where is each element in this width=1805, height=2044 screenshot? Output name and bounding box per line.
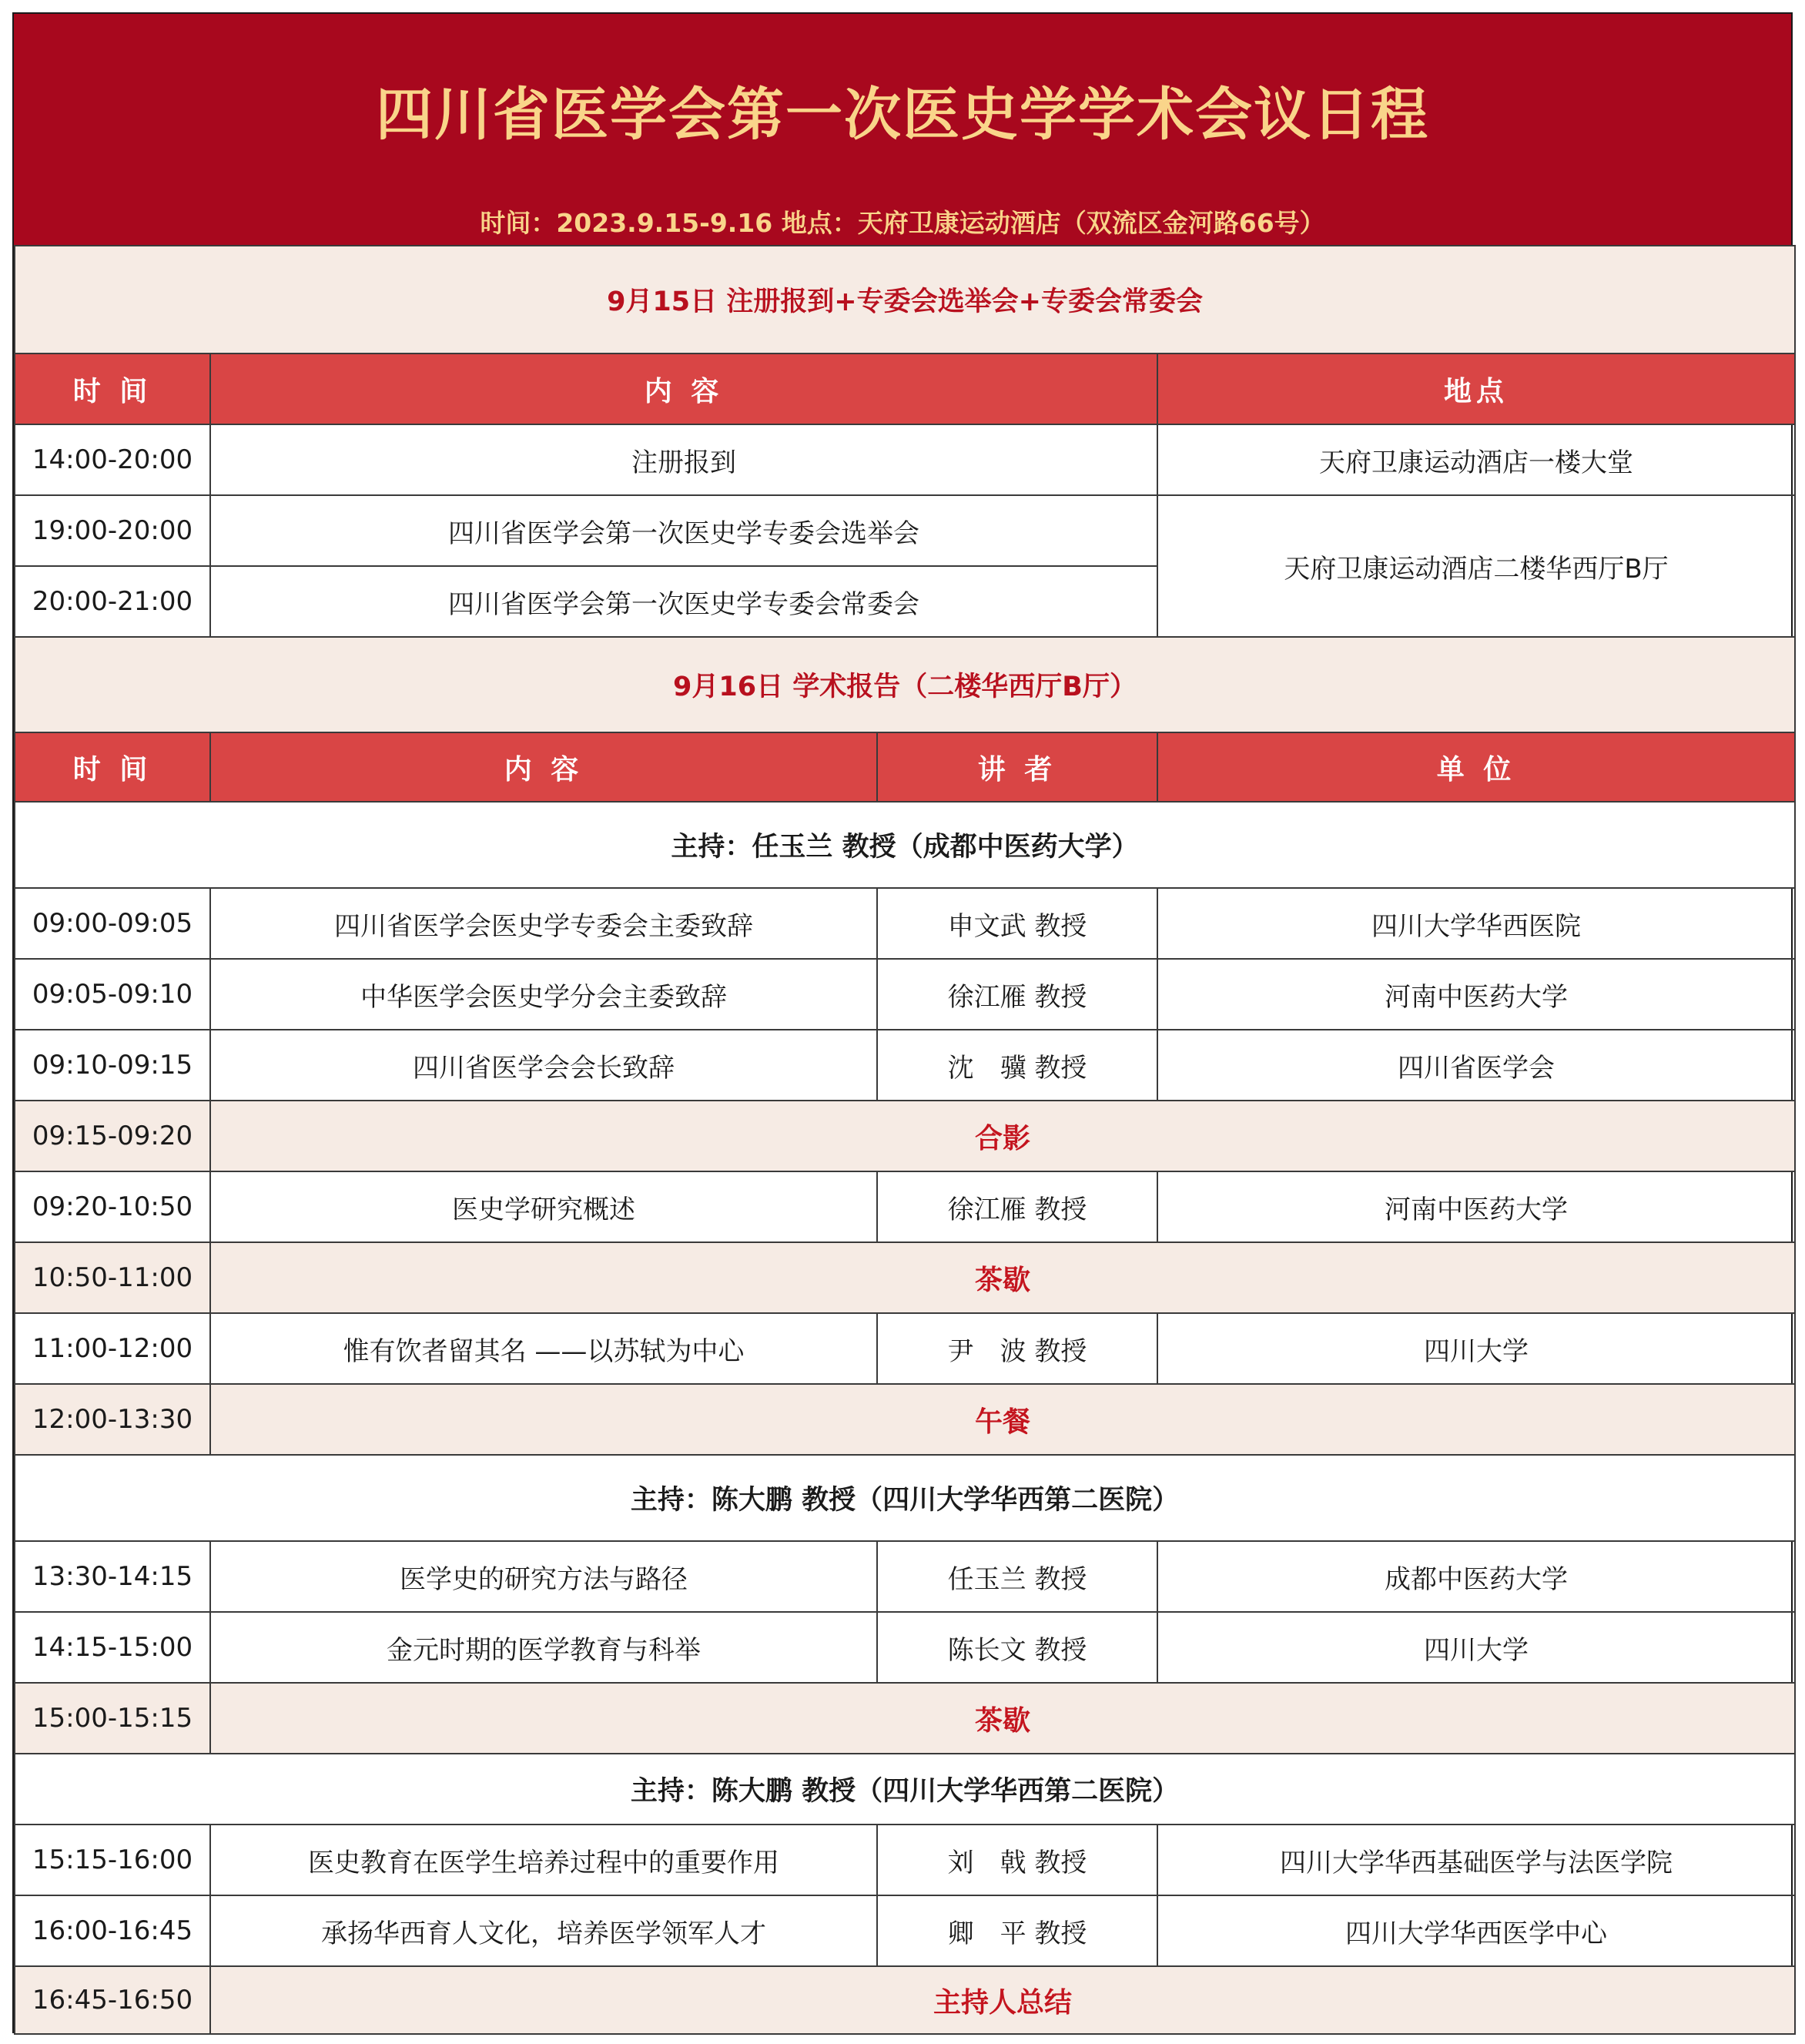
break-row xyxy=(15,1101,1795,1171)
host-row xyxy=(15,802,1795,888)
break-row xyxy=(15,1683,1795,1754)
col-header-content: 内 容 xyxy=(210,732,877,802)
host-label: 主持：陈大鹏 教授（四川大学华西第二医院） xyxy=(15,1754,1795,1825)
table-row xyxy=(15,959,1795,1030)
speaker-cell: 刘 戟 教授 xyxy=(877,1825,1157,1895)
time-cell: 16:00-16:45 xyxy=(15,1895,210,1966)
time-cell: 14:15-15:00 xyxy=(15,1612,210,1683)
table-row xyxy=(15,1313,1795,1384)
content-cell: 金元时期的医学教育与科举 xyxy=(210,1612,877,1683)
page-title: 四川省医学会第一次医史学学术会议日程 xyxy=(376,82,1429,148)
speaker-cell: 陈长文 教授 xyxy=(877,1612,1157,1683)
speaker-cell: 卿 平 教授 xyxy=(877,1895,1157,1966)
speaker-cell: 尹 波 教授 xyxy=(877,1313,1157,1384)
table-row xyxy=(15,888,1795,959)
unit-cell: 四川大学华西医学中心 xyxy=(1157,1895,1795,1966)
break-row xyxy=(15,1242,1795,1313)
content-cell: 四川省医学会会长致辞 xyxy=(210,1030,877,1101)
place-cell: 天府卫康运动酒店二楼华西厅B厅 xyxy=(1157,495,1795,637)
time-cell: 10:50-11:00 xyxy=(15,1242,210,1313)
day1-heading: 9月15日 注册报到+专委会选举会+专委会常委会 xyxy=(15,246,1795,354)
place-cell: 天府卫康运动酒店一楼大堂 xyxy=(1157,424,1795,495)
host-label: 主持：任玉兰 教授（成都中医药大学） xyxy=(15,802,1795,888)
time-cell: 09:00-09:05 xyxy=(15,888,210,959)
col-header-unit: 单 位 xyxy=(1157,732,1795,802)
unit-cell: 河南中医药大学 xyxy=(1157,1171,1795,1242)
content-cell: 四川省医学会医史学专委会主委致辞 xyxy=(210,888,877,959)
unit-cell: 四川大学华西医院 xyxy=(1157,888,1795,959)
event-cell: 茶歇 xyxy=(210,1683,1795,1754)
table-row xyxy=(15,1612,1795,1683)
time-cell: 16:45-16:50 xyxy=(15,1966,210,2034)
page-subtitle: 时间：2023.9.15-9.16 地点：天府卫康运动酒店（双流区金河路66号） xyxy=(480,208,1325,238)
event-cell: 午餐 xyxy=(210,1384,1795,1455)
time-cell: 15:15-16:00 xyxy=(15,1825,210,1895)
host-row xyxy=(15,1754,1795,1825)
content-cell: 医史学研究概述 xyxy=(210,1171,877,1242)
table-row xyxy=(15,1895,1795,1966)
time-cell: 09:20-10:50 xyxy=(15,1171,210,1242)
table-row xyxy=(15,1825,1795,1895)
time-cell: 12:00-13:30 xyxy=(15,1384,210,1455)
schedule-document xyxy=(12,12,1793,2033)
col-header-time: 时 间 xyxy=(15,354,210,424)
time-cell: 09:05-09:10 xyxy=(15,959,210,1030)
unit-cell: 四川大学 xyxy=(1157,1313,1795,1384)
event-cell: 茶歇 xyxy=(210,1242,1795,1313)
title-banner xyxy=(14,14,1791,245)
col-header-content: 内 容 xyxy=(210,354,1157,424)
table-row xyxy=(15,424,1795,495)
content-cell: 四川省医学会第一次医史学专委会选举会 xyxy=(210,495,1157,566)
table-row xyxy=(15,1171,1795,1242)
content-cell: 医学史的研究方法与路径 xyxy=(210,1541,877,1612)
speaker-cell: 徐江雁 教授 xyxy=(877,1171,1157,1242)
unit-cell: 成都中医药大学 xyxy=(1157,1541,1795,1612)
content-cell: 医史教育在医学生培养过程中的重要作用 xyxy=(210,1825,877,1895)
host-row xyxy=(15,1455,1795,1541)
break-row xyxy=(15,1384,1795,1455)
event-cell: 主持人总结 xyxy=(210,1966,1795,2034)
time-cell: 20:00-21:00 xyxy=(15,566,210,637)
day2-heading: 9月16日 学术报告（二楼华西厅B厅） xyxy=(15,637,1795,732)
table-row xyxy=(15,1030,1795,1101)
time-cell: 14:00-20:00 xyxy=(15,424,210,495)
day1-header-row xyxy=(15,354,1795,424)
col-header-speaker: 讲 者 xyxy=(877,732,1157,802)
col-header-place: 地点 xyxy=(1157,354,1795,424)
time-cell: 13:30-14:15 xyxy=(15,1541,210,1612)
speaker-cell: 沈 骥 教授 xyxy=(877,1030,1157,1101)
table-row xyxy=(15,495,1795,566)
break-row xyxy=(15,1966,1795,2034)
schedule-table xyxy=(14,245,1796,2035)
content-cell: 承扬华西育人文化，培养医学领军人才 xyxy=(210,1895,877,1966)
day2-heading-row xyxy=(15,637,1795,732)
time-cell: 11:00-12:00 xyxy=(15,1313,210,1384)
time-cell: 19:00-20:00 xyxy=(15,495,210,566)
content-cell: 四川省医学会第一次医史学专委会常委会 xyxy=(210,566,1157,637)
speaker-cell: 徐江雁 教授 xyxy=(877,959,1157,1030)
unit-cell: 四川省医学会 xyxy=(1157,1030,1795,1101)
speaker-cell: 申文武 教授 xyxy=(877,888,1157,959)
col-header-time: 时 间 xyxy=(15,732,210,802)
content-cell: 中华医学会医史学分会主委致辞 xyxy=(210,959,877,1030)
table-row xyxy=(15,1541,1795,1612)
speaker-cell: 任玉兰 教授 xyxy=(877,1541,1157,1612)
day2-header-row xyxy=(15,732,1795,802)
content-cell: 注册报到 xyxy=(210,424,1157,495)
content-cell: 惟有饮者留其名 ——以苏轼为中心 xyxy=(210,1313,877,1384)
host-label: 主持：陈大鹏 教授（四川大学华西第二医院） xyxy=(15,1455,1795,1541)
unit-cell: 四川大学华西基础医学与法医学院 xyxy=(1157,1825,1795,1895)
time-cell: 09:10-09:15 xyxy=(15,1030,210,1101)
event-cell: 合影 xyxy=(210,1101,1795,1171)
unit-cell: 四川大学 xyxy=(1157,1612,1795,1683)
unit-cell: 河南中医药大学 xyxy=(1157,959,1795,1030)
day1-heading-row xyxy=(15,246,1795,354)
time-cell: 09:15-09:20 xyxy=(15,1101,210,1171)
time-cell: 15:00-15:15 xyxy=(15,1683,210,1754)
